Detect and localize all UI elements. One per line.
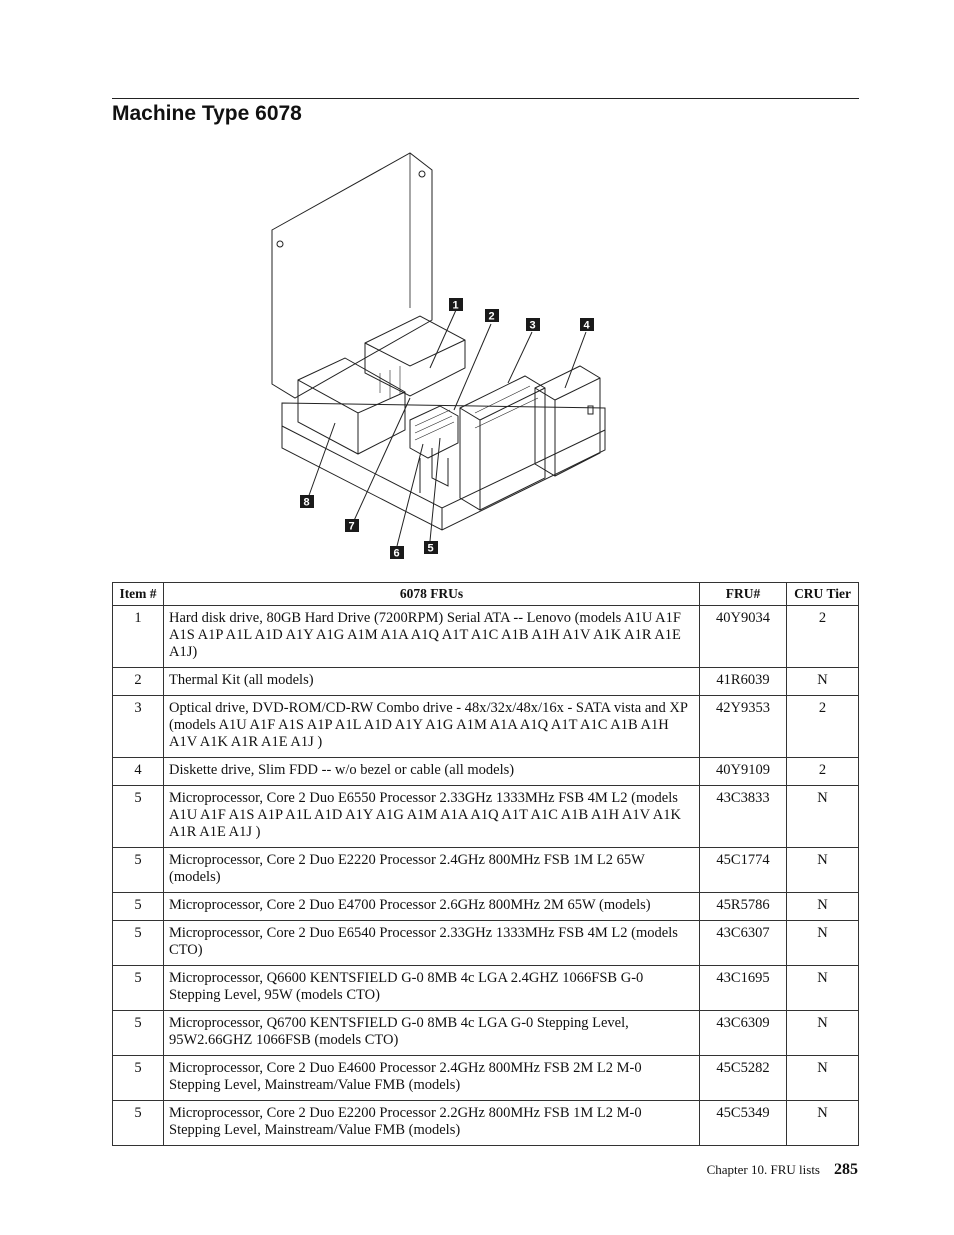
table-body [113,606,859,1146]
cell-description: Hard disk drive, 80GB Hard Drive (7200RPM) Serial ATA -- Lenovo (models A1U A1F A1S A1P A1L A1D A1Y A1G A1M A1A A1Q A1T A1C A1B A1H A1V A1K A1R A1E A1J) [164,606,700,668]
cell-fru-number: 43C6309 [700,1011,787,1056]
cell-item: 4 [113,758,164,786]
cell-item: 5 [113,966,164,1011]
exploded-view-illustration [260,148,620,568]
cell-description: Thermal Kit (all models) [164,668,700,696]
cell-item: 2 [113,668,164,696]
cell-cru-tier: 2 [787,696,859,758]
table-header-row [113,583,859,606]
page-number: 285 [834,1161,858,1178]
svg-text:1: 1 [452,299,459,312]
cell-item: 5 [113,848,164,893]
optical-drive-bay [460,376,545,510]
cell-description: Microprocessor, Core 2 Duo E6550 Processor 2.33GHz 1333MHz FSB 4M L2 (models A1U A1F A1S A1P A1L A1D A1Y A1G A1M A1A A1Q A1T A1C A1B A1H A1V A1K A1R A1E A1J ) [164,786,700,848]
table-row [113,1101,859,1146]
table-row [113,848,859,893]
table-row [113,1056,859,1101]
cell-fru-number: 41R6039 [700,668,787,696]
svg-text:7: 7 [348,520,355,533]
cell-description: Optical drive, DVD-ROM/CD-RW Combo drive - 48x/32x/48x/16x - SATA vista and XP (models A1U A1F A1S A1P A1L A1D A1Y A1G A1M A1A A1Q A1T A1C A1B A1H A1V A1K A1R A1E A1J ) [164,696,700,758]
header-rule [112,98,859,99]
table-row [113,696,859,758]
cell-cru-tier: N [787,668,859,696]
cell-cru-tier: N [787,893,859,921]
cell-description: Microprocessor, Core 2 Duo E4600 Processor 2.4GHz 800MHz FSB 2M L2 M-0 Stepping Level, Mainstream/Value FMB (models) [164,1056,700,1101]
page-title: Machine Type 6078 [112,102,302,125]
svg-text:3: 3 [529,319,536,332]
cell-fru-number: 45C1774 [700,848,787,893]
cell-fru-number: 43C3833 [700,786,787,848]
footer-chapter: Chapter 10. FRU lists [706,1162,820,1177]
cell-item: 5 [113,893,164,921]
table-row [113,921,859,966]
cell-item: 5 [113,786,164,848]
cell-description: Microprocessor, Core 2 Duo E6540 Processor 2.33GHz 1333MHz FSB 4M L2 (models CTO) [164,921,700,966]
header-item: Item # [113,583,164,606]
header-fru-number: FRU# [700,583,787,606]
cell-cru-tier: N [787,1056,859,1101]
header-cru-tier: CRU Tier [787,583,859,606]
cell-cru-tier: 2 [787,606,859,668]
power-supply [298,358,405,454]
cell-cru-tier: N [787,1101,859,1146]
table-row [113,966,859,1011]
callout-5 [424,541,438,555]
cell-cru-tier: 2 [787,758,859,786]
callout-6 [390,546,404,560]
callout-4 [580,318,594,332]
cell-fru-number: 43C6307 [700,921,787,966]
cell-description: Microprocessor, Q6600 KENTSFIELD G-0 8MB 4c LGA 2.4GHZ 1066FSB G-0 Stepping Level, 95W (models CTO) [164,966,700,1011]
callout-2 [485,309,499,323]
table-row [113,1011,859,1056]
cell-item: 5 [113,1011,164,1056]
cell-item: 5 [113,1101,164,1146]
cell-fru-number: 40Y9109 [700,758,787,786]
svg-text:6: 6 [393,547,400,560]
svg-text:5: 5 [427,542,434,555]
cell-description: Microprocessor, Core 2 Duo E4700 Processor 2.6GHz 800MHz 2M 65W (models) [164,893,700,921]
callout-1 [449,298,463,312]
svg-text:8: 8 [303,496,310,509]
svg-text:2: 2 [488,310,495,323]
chassis-base [282,403,605,530]
cell-cru-tier: N [787,848,859,893]
header-frus: 6078 FRUs [164,583,700,606]
cell-fru-number: 40Y9034 [700,606,787,668]
callout-3 [526,318,540,332]
page-footer [707,1161,858,1179]
cell-item: 1 [113,606,164,668]
fru-table [112,582,859,1146]
table-row [113,668,859,696]
cell-cru-tier: N [787,966,859,1011]
cell-fru-number: 42Y9353 [700,696,787,758]
cell-fru-number: 45C5282 [700,1056,787,1101]
cell-fru-number: 45C5349 [700,1101,787,1146]
cell-fru-number: 43C1695 [700,966,787,1011]
table-row [113,606,859,668]
table-row [113,758,859,786]
cell-description: Microprocessor, Q6700 KENTSFIELD G-0 8MB 4c LGA G-0 Stepping Level, 95W2.66GHZ 1066FSB (models CTO) [164,1011,700,1056]
cell-description: Diskette drive, Slim FDD -- w/o bezel or cable (all models) [164,758,700,786]
cell-cru-tier: N [787,1011,859,1056]
cell-item: 5 [113,921,164,966]
callout-7 [345,519,359,533]
cell-item: 5 [113,1056,164,1101]
callout-8 [300,495,314,509]
cell-cru-tier: N [787,921,859,966]
cell-cru-tier: N [787,786,859,848]
cell-description: Microprocessor, Core 2 Duo E2200 Processor 2.2GHz 800MHz FSB 1M L2 M-0 Stepping Level, Mainstream/Value FMB (models) [164,1101,700,1146]
table-row [113,893,859,921]
cell-description: Microprocessor, Core 2 Duo E2220 Processor 2.4GHz 800MHz FSB 1M L2 65W (models) [164,848,700,893]
svg-text:4: 4 [583,319,590,332]
cover-panel [272,153,432,398]
table-row [113,786,859,848]
cell-item: 3 [113,696,164,758]
cell-fru-number: 45R5786 [700,893,787,921]
